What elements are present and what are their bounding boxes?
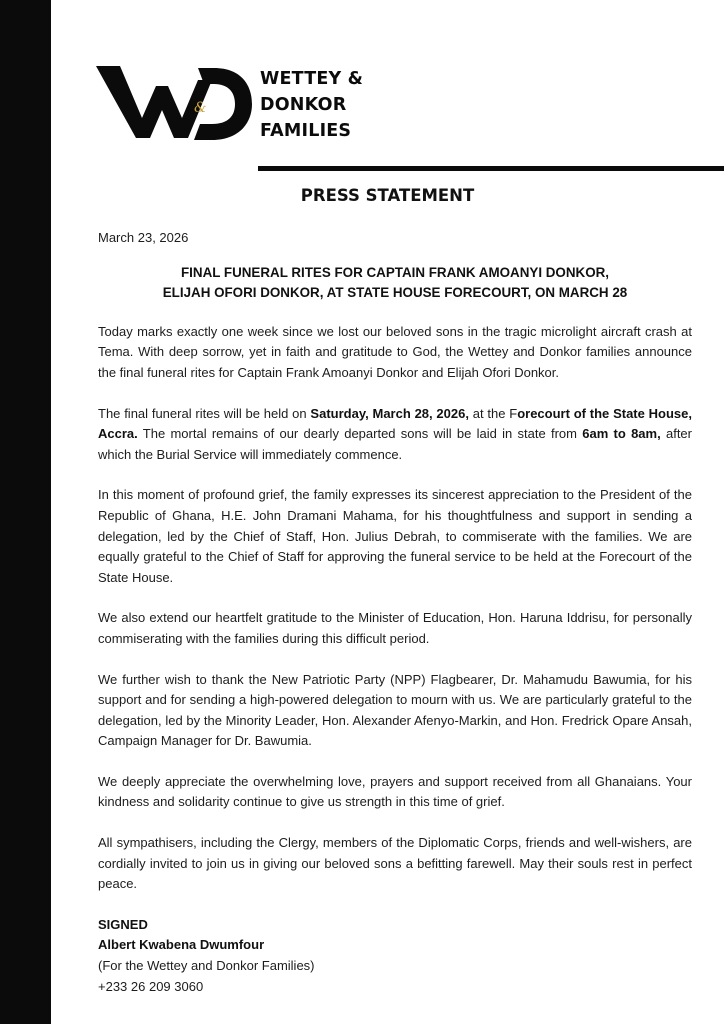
header-divider (258, 166, 724, 171)
signatory-phone: +233 26 209 3060 (98, 978, 204, 994)
families-logo (94, 58, 394, 148)
headline-line-1: FINAL FUNERAL RITES FOR CAPTAIN FRANK AMOANYI DONKOR, (181, 264, 609, 280)
monogram-ampersand: & (194, 100, 207, 116)
statement-body (98, 228, 692, 997)
statement-date: March 23, 2026 (98, 230, 189, 245)
p2-date-bold: Saturday, March 28, 2026, (310, 405, 469, 421)
left-black-bar (0, 0, 51, 1024)
paragraph-7: All sympathisers, including the Clergy, members of the Diplomatic Corps, friends and well-wishers, are cordially invited to join us in giving our beloved sons a befitting farewell. May their souls rest in perfect peace. (98, 835, 692, 892)
p2-text-2: at the F (468, 405, 518, 421)
wd-monogram-icon (94, 62, 254, 142)
logo-line-2: DONKOR (260, 95, 347, 115)
logo-line-3: FAMILIES (260, 121, 352, 141)
signature-block (98, 915, 692, 997)
p2-venue-bold: orecourt of the State House, Accra. (98, 405, 692, 442)
signatory-name: Albert Kwabena Dwumfour (98, 937, 265, 953)
paragraph-4: We also extend our heartfelt gratitude to the Minister of Education, Hon. Haruna Iddrisu, for personally commiserating with the families during this difficult period. (98, 610, 692, 646)
paragraph-1: Today marks exactly one week since we lost our beloved sons in the tragic microlight aircraft crash at Tema. With deep sorrow, yet in faith and gratitude to God, the Wettey and Donkor families announce the final funeral rites for Captain Frank Amoanyi Donkor and Elijah Ofori Donkor. (98, 323, 692, 380)
statement-headline (98, 263, 692, 304)
signatory-affiliation: (For the Wettey and Donkor Families) (98, 958, 315, 974)
document-title: PRESS STATEMENT (300, 186, 475, 205)
p2-time-bold: 6am to 8am, (582, 426, 661, 442)
p2-text-4: after which the Burial Service will immediately commence. (98, 426, 692, 462)
signed-label: SIGNED (98, 916, 148, 932)
paragraph-5: We further wish to thank the New Patriotic Party (NPP) Flagbearer, Dr. Mahamudu Bawumia, for his support and for sending a high-powered delegation to mourn with us. We are particularly grateful to the delegation, led by the Minority Leader, Hon. Alexander Afenyo-Markin, and Hon. Fredrick Opare Ansah, Campaign Manager for Dr. Bawumia. (98, 671, 692, 749)
paragraph-3: In this moment of profound grief, the family expresses its sincerest appreciation to the President of the Republic of Ghana, H.E. John Dramani Mahama, for his thoughtfulness and support in sending a delegation, led by the Chief of Staff, Hon. Julius Debrah, to commiserate with the families. We are equally grateful to the Chief of Staff for approving the funeral service to be held at the Forecourt of the State House. (98, 487, 692, 585)
headline-line-2: ELIJAH OFORI DONKOR, AT STATE HOUSE FORECOURT, ON MARCH 28 (162, 285, 628, 301)
paragraph-6: We deeply appreciate the overwhelming love, prayers and support received from all Ghanaians. Your kindness and solidarity continue to give us strength in this time of grief. (98, 773, 692, 810)
p2-text-3: The mortal remains of our dearly departed sons will be laid in state from (137, 426, 583, 442)
logo-line-1: WETTEY & (260, 69, 364, 89)
p2-text-1: The final funeral rites will be held on (98, 405, 311, 421)
paragraph-2 (98, 404, 692, 466)
logo-wordmark (260, 66, 363, 144)
